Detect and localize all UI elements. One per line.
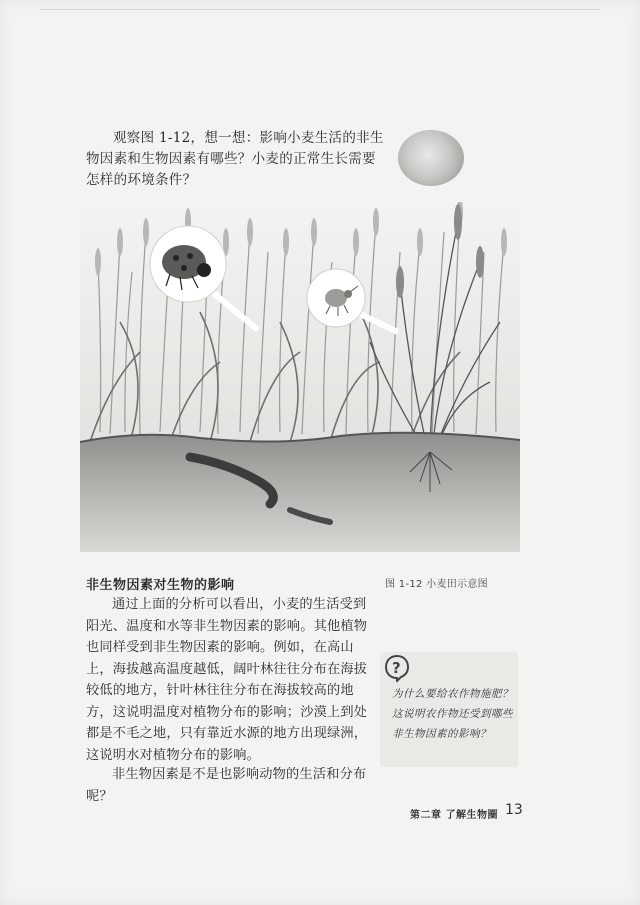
- ladybug-icon: [150, 226, 226, 302]
- question-icon: [384, 654, 410, 682]
- sidebar-question-text: 为什么要给农作物施肥？这说明农作物还受到哪些非生物因素的影响？: [392, 688, 513, 740]
- figure-caption: 图 1-12 小麦田示意图: [385, 579, 488, 590]
- page-number: 13: [505, 802, 523, 818]
- sun-icon: [398, 130, 464, 186]
- intro-paragraph: 观察图 1-12，想一想：影响小麦生活的非生物因素和生物因素有哪些？小麦的正常生长需要怎样的环境条件？: [86, 130, 384, 188]
- wheat-field-illustration: [80, 202, 520, 552]
- svg-text:?: ?: [392, 659, 401, 677]
- aphid-icon: [307, 269, 365, 327]
- body-paragraph-2: 非生物因素是不是也影响动物的生活和分布呢？: [86, 767, 367, 804]
- footer-chapter-title: 第二章 了解生物圈: [410, 810, 498, 821]
- section-heading: 非生物因素对生物的影响: [86, 578, 235, 593]
- top-divider: [40, 9, 600, 10]
- body-paragraph-1: 通过上面的分析可以看出，小麦的生活受到阳光、温度和水等非生物因素的影响。其他植物也同样受到非生物因素的影响。例如，在高山上，海拔越高温度越低，阔叶林往往分布在海拔较低的地方，针叶林往往分布在海拔较高的地方，这说明温度对植物分布的影响；沙漠上到处都是不毛之地，只有靠近水源的地方出现绿洲，这说明水对植物分布的影响。: [86, 597, 368, 763]
